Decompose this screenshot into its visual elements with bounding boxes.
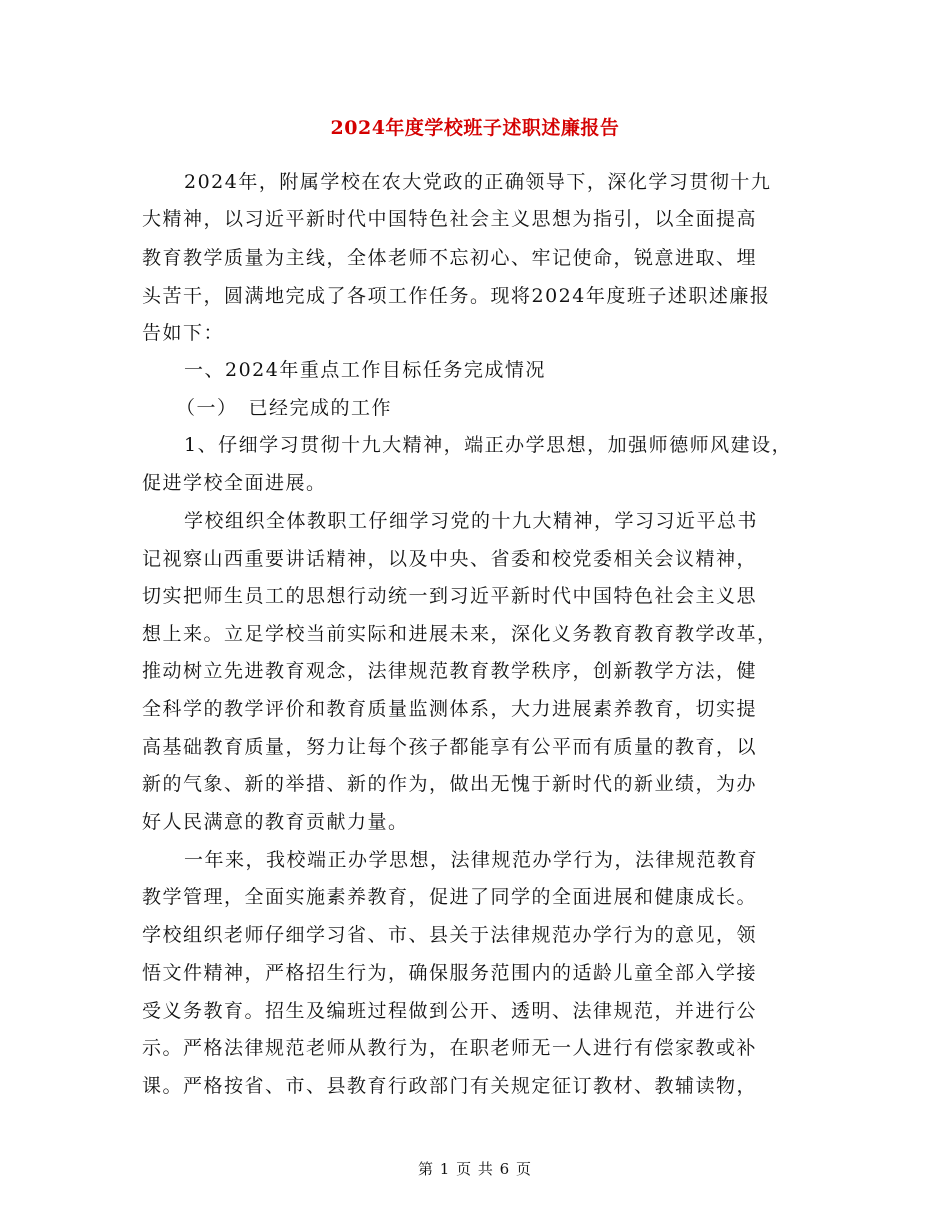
paragraph-line: 2024年，附属学校在农大党政的正确领导下，深化学习贯彻十九 — [184, 171, 772, 193]
paragraph-line: 一年来，我校端正办学思想，法律规范办学行为，法律规范教育 — [184, 849, 759, 871]
paragraph-line: 好人民满意的教育贡献力量。 — [142, 811, 409, 833]
paragraph-line: 教育教学质量为主线，全体老师不忘初心、牢记使命，锐意进取、埋 — [142, 247, 758, 269]
paragraph-line: 切实把师生员工的思想行动统一到习近平新时代中国特色社会主义思 — [142, 585, 758, 607]
paragraph-line: 推动树立先进教育观念，法律规范教育教学秩序，创新教学方法，健 — [142, 660, 758, 682]
paragraph-line: 学校组织全体教职工仔细学习党的十九大精神，学习习近平总书 — [184, 510, 759, 532]
paragraph-line: 受义务教育。招生及编班过程做到公开、透明、法律规范，并进行公 — [142, 1000, 758, 1022]
paragraph-line: 促进学校全面进展。 — [142, 472, 327, 494]
paragraph-line: 1、仔细学习贯彻十九大精神，端正办学思想，加强师德师风建设， — [184, 434, 793, 456]
paragraph-line: 记视察山西重要讲话精神，以及中央、省委和校党委相关会议精神， — [142, 548, 758, 570]
document-title: 2024年度学校班子述职述廉报告 — [330, 117, 620, 139]
paragraph-line: 想上来。立足学校当前实际和进展未来，深化义务教育教育教学改革， — [142, 623, 778, 645]
paragraph-line: 悟文件精神，严格招生行为，确保服务范围内的适龄儿童全部入学接 — [142, 962, 758, 984]
paragraph-line: 课。严格按省、市、县教育行政部门有关规定征订教材、教辅读物， — [142, 1075, 758, 1097]
subsection-heading: （一） 已经完成的工作 — [176, 397, 393, 419]
page-number: 第 1 页 共 6 页 — [418, 1160, 532, 1178]
paragraph-line: 高基础教育质量，努力让每个孩子都能享有公平而有质量的教育，以 — [142, 736, 758, 758]
paragraph-line: 大精神，以习近平新时代中国特色社会主义思想为指引，以全面提高 — [142, 208, 758, 230]
paragraph-line: 告如下： — [142, 322, 225, 344]
paragraph-line: 示。严格法律规范老师从教行为，在职老师无一人进行有偿家教或补 — [142, 1037, 758, 1059]
paragraph-line: 学校组织老师仔细学习省、市、县关于法律规范办学行为的意见，领 — [142, 924, 758, 946]
paragraph-line: 全科学的教学评价和教育质量监测体系，大力进展素养教育，切实提 — [142, 698, 758, 720]
paragraph-line: 教学管理，全面实施素养教育，促进了同学的全面进展和健康成长。 — [142, 886, 758, 908]
section-heading: 一、2024年重点工作目标任务完成情况 — [184, 359, 546, 381]
paragraph-line: 新的气象、新的举措、新的作为，做出无愧于新时代的新业绩，为办 — [142, 773, 758, 795]
paragraph-line: 头苦干，圆满地完成了各项工作任务。现将2024年度班子述职述廉报 — [142, 285, 771, 307]
